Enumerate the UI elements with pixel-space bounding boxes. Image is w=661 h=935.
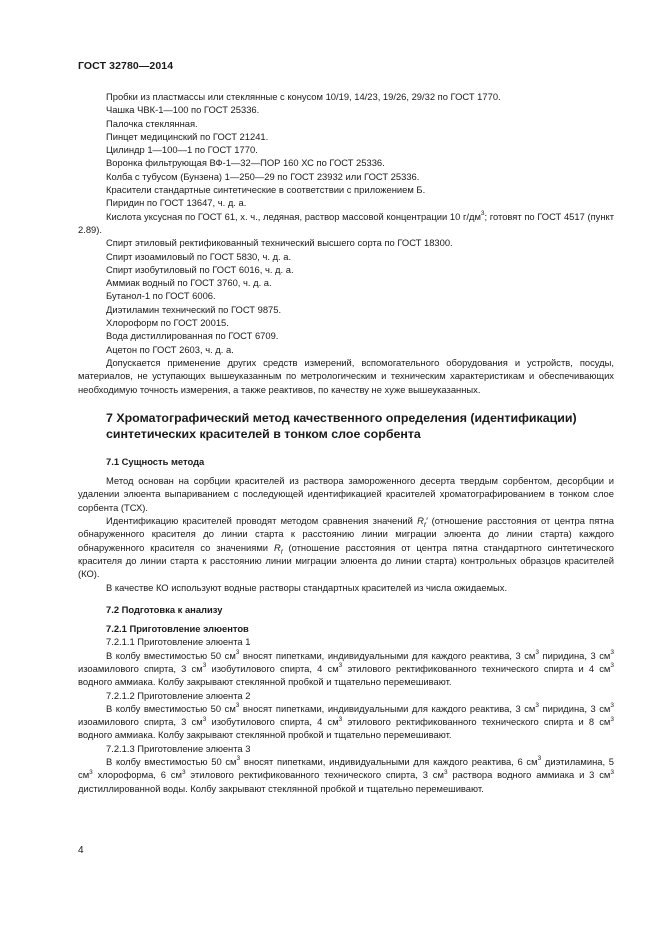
e1-sup: 3 (235, 649, 240, 657)
e3-t: вносят пипетками, индивидуальными для каждого реактива, 6 см (240, 756, 538, 768)
e2-t: изоамилового спирта, 3 см (78, 716, 203, 728)
e1-t: пиридина, 3 см (538, 649, 611, 661)
page-number: 4 (78, 845, 84, 856)
reagent-item: Диэтиламин технический по ГОСТ 9875. (106, 303, 282, 315)
reagent-item: Ацетон по ГОСТ 2603, ч. д. а. (106, 343, 234, 355)
rf-subscript: f (280, 548, 283, 556)
e1-t: В колбу вместимостью 50 см (106, 649, 236, 661)
allowed-paragraph: Допускается применение других средств измерений, вспомогательного оборудования и устройств, посуды, материалов, не уступающих вышеуказанным по метрологическим и техническим характеристикам и обеспечивающих необходимую точность измерения, а также реактивов, по качеству не хуже вышеуказанных. (78, 356, 614, 395)
material-item: Палочка стеклянная. (106, 117, 198, 129)
e1-t: изобутилового спирта, 4 см (206, 662, 339, 674)
e3-sup: 3 (181, 768, 186, 776)
material-item: Воронка фильтрующая ВФ-1—32—ПОР 160 ХС по ГОСТ 25336. (106, 157, 385, 169)
eluent-2-paragraph (78, 702, 614, 742)
section-7-1-heading: 7.1 Сущность метода (106, 455, 205, 467)
e2-t: этилового ректификованного технического спирта и 8 см (342, 716, 611, 728)
e1-sup: 3 (338, 662, 343, 670)
e3-t: раствора водного аммиака и 3 см (447, 769, 611, 781)
e1-t: вносят пипетками, индивидуальными для каждого реактива, 3 см (239, 649, 536, 661)
material-item: Красители стандартные синтетические в соответствии с приложением Б. (106, 184, 426, 196)
reagent-item: Бутанол-1 по ГОСТ 6006. (106, 290, 216, 302)
e1-t: изоамилового спирта, 3 см (78, 662, 203, 674)
ident-text-c: (отношение расстояния от центра пятна стандартного синтетического красителя до линии старта к расстоянию линии миграции элюента до линии старта) контрольных образцов красителей (КО). (78, 541, 614, 580)
section-7-heading: 7 Хроматографический метод качественного определения (идентификации) синтетических красителей в тонком слое сорбента (106, 410, 577, 441)
material-item: Колба с тубусом (Бунзена) 1—250—29 по ГОСТ 23932 или ГОСТ 25336. (106, 170, 420, 182)
material-item: Пиридин по ГОСТ 13647, ч. д. а. (106, 197, 247, 209)
section-7-2-1-heading: 7.2.1 Приготовление элюентов (106, 623, 249, 635)
rf-letter: R (273, 541, 281, 553)
e3-t: диэтиламина, 5 см (78, 756, 615, 781)
e1-t: водного аммиака. Колбу закрывают стеклянной пробкой и тщательно перемешивают. (78, 676, 452, 688)
ident-text-b: (отношение расстояния от центра пятна обнаруженного красителя до линии старта к расстоянию линии миграции элюента до линии старта) каждого обнаруженного красителя со значениями (78, 515, 614, 553)
e2-sup: 3 (338, 715, 343, 723)
material-item: Цилиндр 1—100—1 по ГОСТ 1770. (106, 144, 258, 156)
e3-sup: 3 (610, 768, 614, 776)
acid-text-a: Кислота уксусная по ГОСТ 61, х. ч., ледяная, раствор массовой концентрации 10 г/дм (106, 210, 481, 222)
e1-sup: 3 (202, 662, 207, 670)
identification-paragraph (78, 514, 614, 580)
e3-t: В колбу вместимостью 50 см (106, 756, 237, 768)
method-paragraph: Метод основан на сорбции красителей из раствора замороженного десерта твердым сорбентом, десорбции и удалении элюента выпариванием с последующей идентификацией красителей хроматографированием в тонком слое сорбента (ТСХ). (78, 475, 614, 513)
e1-sup: 3 (610, 662, 614, 670)
e2-t: В колбу вместимостью 50 см (106, 702, 236, 714)
e2-sup: 3 (610, 715, 614, 723)
reagent-item: Спирт изоамиловый по ГОСТ 5830, ч. д. а. (106, 250, 292, 262)
e2-t: водного аммиака. Колбу закрывают стеклянной пробкой и тщательно перемешивают. (78, 729, 452, 741)
ident-text-a: Идентификацию красителей проводят методом сравнения значений (106, 515, 418, 527)
acid-text-b: ; готовят по ГОСТ 4517 (пункт 2.89). (78, 210, 615, 235)
e2-t: изобутилового спирта, 4 см (206, 716, 339, 728)
reagent-item: Хлороформ по ГОСТ 20015. (106, 317, 229, 329)
e3-sup: 3 (537, 755, 542, 763)
e2-sup: 3 (535, 702, 539, 710)
e2-t: пиридина, 3 см (538, 702, 611, 714)
e3-sup: 3 (89, 768, 93, 776)
document-header: ГОСТ 32780—2014 (78, 60, 174, 72)
reagent-item: Спирт изобутиловый по ГОСТ 6016, ч. д. а. (106, 263, 294, 275)
acid-sup: 3 (480, 210, 485, 218)
e1-t: этилового ректификованного технического спирта и 4 см (342, 662, 611, 674)
rf-symbol: $R_f'$ (417, 515, 428, 529)
e3-t: этилового ректификованного технического спирта, 3 см (185, 769, 444, 781)
document-body (78, 90, 614, 795)
ko-paragraph: В качестве КО используют водные растворы стандартных красителей из числа ожидаемых. (106, 581, 508, 593)
eluent-3-heading: 7.2.1.3 Приготовление элюента 3 (106, 742, 251, 754)
e3-sup: 3 (443, 768, 448, 776)
e1-sup: 3 (535, 649, 539, 657)
material-item: Чашка ЧВК-1—100 по ГОСТ 25336. (106, 104, 260, 116)
section-7-2-heading: 7.2 Подготовка к анализу (106, 603, 223, 615)
reagent-item: Аммиак водный по ГОСТ 3760, ч. д. а. (106, 277, 272, 289)
acid-item (78, 210, 614, 237)
rf-subscript: f (423, 521, 426, 529)
reagent-item: Спирт этиловый ректификованный технический высшего сорта по ГОСТ 18300. (106, 237, 453, 249)
e2-sup: 3 (202, 715, 207, 723)
e3-t: хлороформа, 6 см (92, 769, 182, 781)
eluent-2-heading: 7.2.1.2 Приготовление элюента 2 (106, 689, 251, 701)
eluent-3-paragraph (78, 755, 614, 795)
eluent-1-paragraph (78, 649, 614, 689)
e1-sup: 3 (610, 649, 615, 657)
reagent-item: Вода дистиллированная по ГОСТ 6709. (106, 330, 279, 342)
material-item: Пробки из пластмассы или стеклянные с конусом 10/19, 14/23, 19/26, 29/32 по ГОСТ 1770. (106, 91, 501, 102)
eluent-1-heading: 7.2.1.1 Приготовление элюента 1 (106, 636, 251, 648)
e2-sup: 3 (610, 702, 615, 710)
e3-sup: 3 (236, 755, 241, 763)
e2-sup: 3 (235, 702, 240, 710)
rf-symbol (273, 541, 283, 556)
rf-letter: R (417, 515, 424, 527)
material-item: Пинцет медицинский по ГОСТ 21241. (106, 130, 269, 142)
e2-t: вносят пипетками, индивидуальными для каждого реактива, 3 см (239, 702, 536, 714)
e3-t: дистиллированной воды. Колбу закрывают стеклянной пробкой и тщательно перемешивают. (78, 782, 484, 794)
